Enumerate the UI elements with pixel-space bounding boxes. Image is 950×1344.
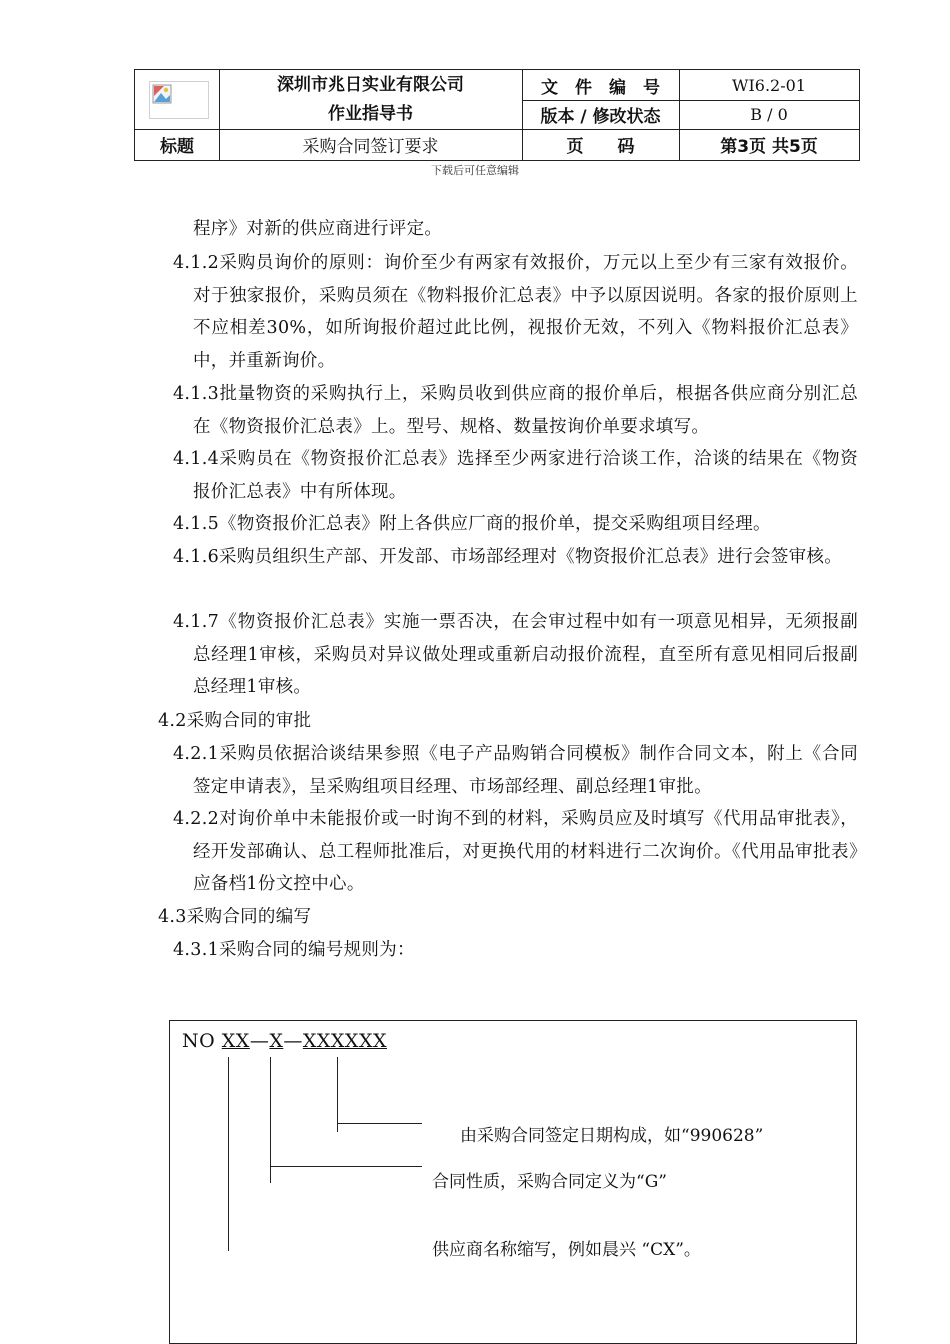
paragraph <box>173 541 858 574</box>
contract-number-format <box>182 1030 387 1052</box>
version-label: 版本 / 修改状态 <box>540 107 661 127</box>
paragraph <box>173 508 858 541</box>
date-code-description: 由采购合同签定日期构成，如“990628” <box>460 1126 764 1146</box>
paragraph-text: 《物资报价汇总表》实施一票否决，在会审过程中如有一项意见相异，无须报副总经理1审核，采购员对异议做处理或重新启动报价流程，直至所有意见相同后报副总经理1审核。 <box>193 612 858 698</box>
version-value: B / 0 <box>750 105 788 124</box>
paragraph-text: 采购员询价的原则：询价至少有两家有效报价，万元以上至少有三家有效报价。对于独家报价，采购员须在《物料报价汇总表》中予以原因说明。各家的报价原则上不应相差30%，如所询报价超过此比例，视报价无效，不列入《物料报价汇总表》中，并重新询价。 <box>193 253 858 372</box>
file-number-label: 文 件 编 号 <box>541 77 660 98</box>
company-title-block <box>219 70 522 129</box>
paragraph <box>193 213 858 246</box>
format-dash-1: — <box>249 1030 270 1052</box>
format-nature-code: X <box>269 1030 284 1052</box>
paragraph-text: 采购合同的编写 <box>186 907 312 927</box>
paragraph-text: 采购员组织生产部、开发部、市场部经理对《物资报价汇总表》进行会签审核。 <box>219 547 843 567</box>
paragraph <box>173 606 858 704</box>
section-number: 4.1.6 <box>173 547 220 567</box>
paragraph <box>158 705 858 738</box>
paragraph <box>158 901 858 934</box>
paragraph-text: 采购员在《物资报价汇总表》选择至少两家进行洽谈工作，洽谈的结果在《物资报价汇总表》中有所体现。 <box>193 449 858 502</box>
format-dash-2: — <box>283 1030 303 1052</box>
date-connector-horizontal <box>337 1123 422 1124</box>
supplier-code-description: 供应商名称缩写，例如晨兴 “CX”。 <box>432 1240 701 1260</box>
file-number-value: WI6.2-01 <box>732 75 806 95</box>
paragraph-text: 采购员依据洽谈结果参照《电子产品购销合同模板》制作合同文本，附上《合同签定申请表》，呈采购组项目经理、市场部经理、副总经理1审批。 <box>193 744 858 797</box>
paragraph-text: 对询价单中未能报价或一时询不到的材料，采购员应及时填写《代用品审批表》，经开发部确认、总工程师批准后，对更换代用的材料进行二次询价。《代用品审批表》应备档1份文控中心。 <box>193 809 858 895</box>
section-number: 4.1.7 <box>173 612 220 632</box>
paragraph <box>173 738 858 803</box>
contract-number-diagram <box>169 1020 857 1344</box>
section-number: 4.1.3 <box>173 384 220 404</box>
title-label: 标题 <box>160 137 194 157</box>
format-date-code: XXXXXX <box>302 1030 388 1052</box>
nature-code-description: 合同性质，采购合同定义为“G” <box>432 1172 667 1192</box>
document-header-table <box>134 69 860 161</box>
paragraph-text: 批量物资的采购执行上，采购员收到供应商的报价单后，根据各供应商分别汇总在《物资报价汇总表》上。型号、规格、数量按询价单要求填写。 <box>193 384 858 437</box>
paragraph-text: 《物资报价汇总表》附上各供应厂商的报价单，提交采购组项目经理。 <box>219 514 771 534</box>
supplier-connector-vertical <box>228 1057 229 1251</box>
paragraph <box>173 378 858 443</box>
page-label: 页 码 <box>566 137 635 157</box>
document-type: 作业指导书 <box>328 103 413 124</box>
format-supplier-code: XX <box>221 1030 250 1052</box>
section-number: 4.3.1 <box>173 940 220 960</box>
paragraph <box>173 803 858 901</box>
section-number: 4.1.4 <box>173 449 220 469</box>
nature-connector-horizontal <box>270 1166 422 1167</box>
paragraph-text: 程序》对新的供应商进行评定。 <box>193 219 443 239</box>
section-number: 4.1.5 <box>173 514 220 534</box>
paragraph <box>173 934 858 967</box>
format-prefix: NO <box>182 1030 222 1052</box>
section-number: 4.2.2 <box>173 809 220 829</box>
nature-connector-vertical <box>270 1057 271 1183</box>
page-value: 第3页 共5页 <box>720 137 818 157</box>
date-connector-vertical <box>337 1057 338 1132</box>
paragraph <box>173 247 858 378</box>
title-value: 采购合同签订要求 <box>302 137 439 157</box>
paragraph <box>173 443 858 508</box>
paragraph-text: 采购合同的编号规则为： <box>219 940 415 960</box>
section-number: 4.3 <box>158 907 187 927</box>
section-number: 4.2.1 <box>173 744 220 764</box>
download-note: 下载后可任意编辑 <box>431 164 519 177</box>
section-number: 4.1.2 <box>173 253 220 273</box>
broken-image-icon <box>152 84 172 104</box>
section-number: 4.2 <box>158 711 187 731</box>
company-logo <box>149 81 209 119</box>
company-name: 深圳市兆日实业有限公司 <box>277 74 464 95</box>
paragraph-text: 采购合同的审批 <box>186 711 312 731</box>
